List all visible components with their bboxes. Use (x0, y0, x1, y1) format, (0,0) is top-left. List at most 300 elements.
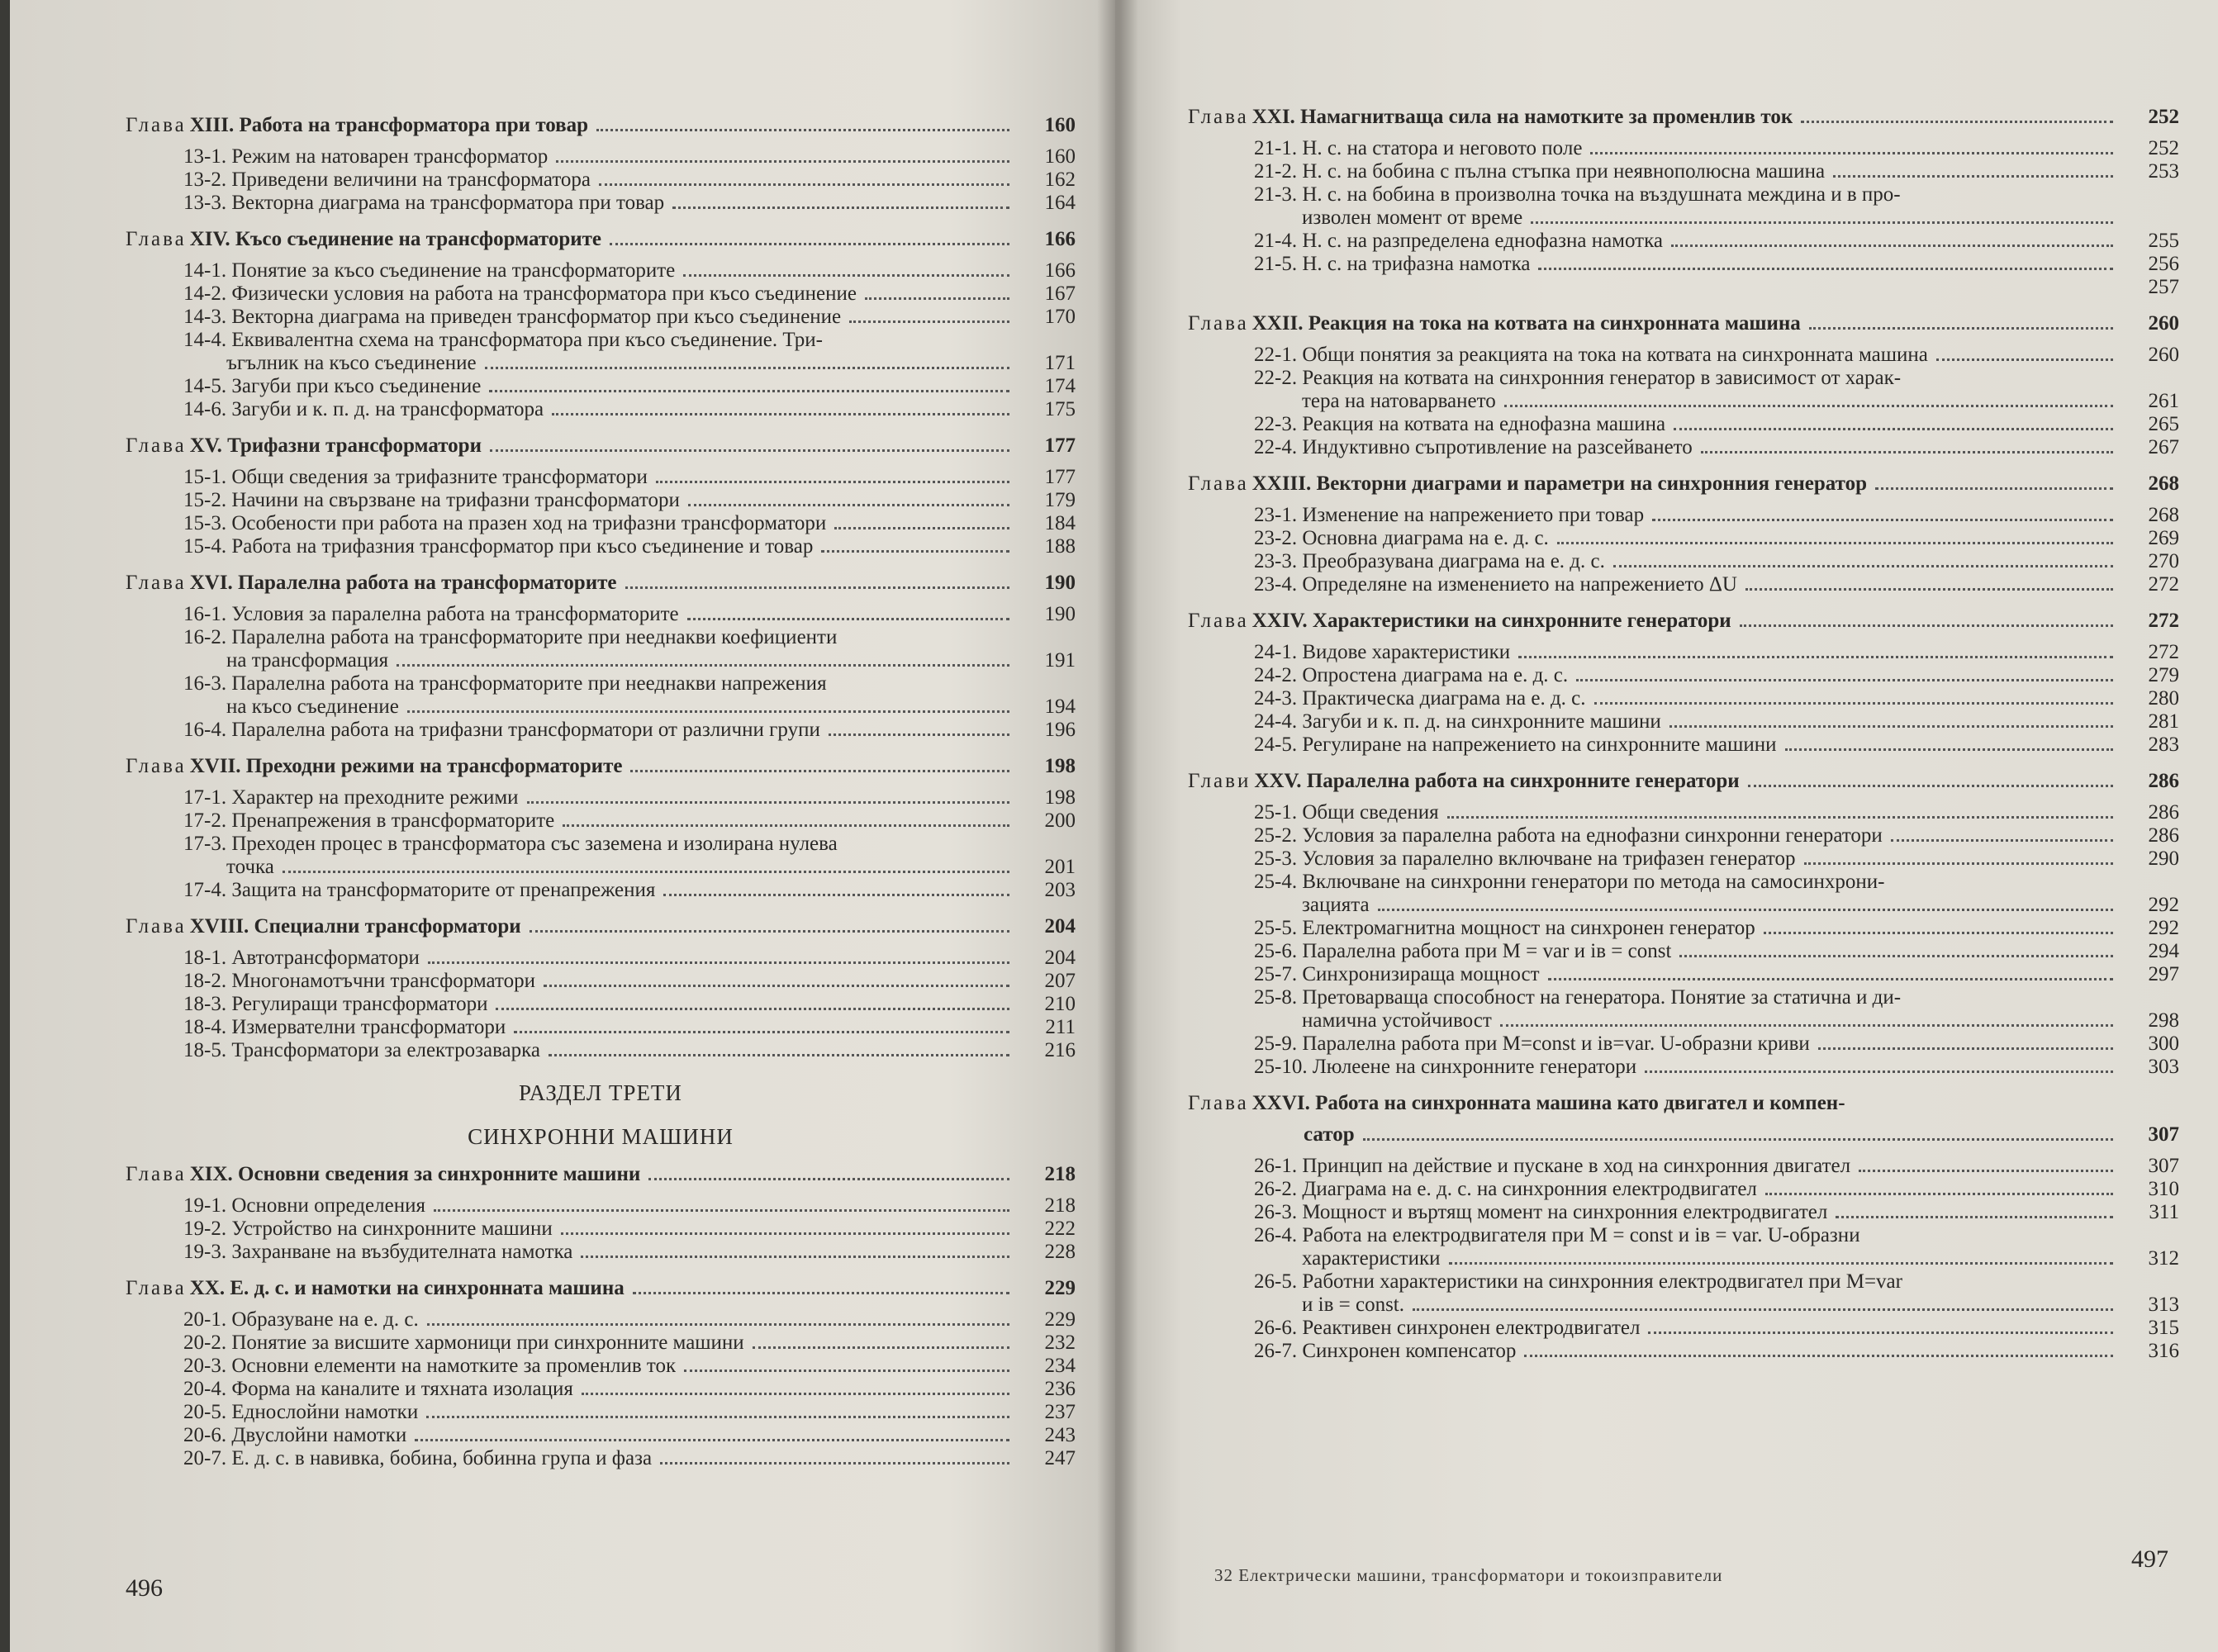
section-entry (126, 970, 1076, 993)
leader-dots (561, 1232, 1009, 1235)
section-entry (1188, 344, 2179, 367)
section-entry-page: 310 (2148, 1178, 2179, 1200)
section-entry (126, 809, 1076, 833)
section-entry-text: 20-4. Форма на каналите и тяхната изолация (183, 1378, 573, 1400)
section-entry (1188, 687, 2179, 710)
section-entry-text: 25-2. Условия за паралелна работа на еднофазни синхронни генератори (1254, 824, 1883, 847)
leader-dots (1936, 358, 2113, 361)
section-entry-text: 26-3. Мощност и въртящ момент на синхронния електродвигател (1254, 1201, 1828, 1223)
section-entry-text: 20-5. Еднослойни намотки (183, 1401, 419, 1423)
leader-dots (552, 413, 1009, 415)
section-entry-text: 25-8. Претоварваща способност на генератора. Понятие за статична и ди- (1254, 986, 1902, 1009)
section-entry (126, 947, 1076, 970)
section-entry (126, 282, 1076, 306)
chapter-heading (1188, 610, 2179, 633)
section-entry-cont-page: 261 (2148, 390, 2179, 412)
leader-dots (753, 1346, 1009, 1349)
leader-dots (625, 586, 1010, 589)
section-entry-text: 14-5. Загуби при късо съединение (183, 375, 482, 397)
leader-dots (1500, 1024, 2113, 1027)
chapter-heading-text: Глави XXV. Паралелна работа на синхронните генератори (1188, 770, 1740, 792)
chapter-label: Глава (126, 434, 187, 457)
leader-dots (1836, 1216, 2113, 1218)
section-entry-text: 21-1. Н. с. на статора и неговото поле (1254, 137, 1583, 159)
leader-dots (630, 770, 1009, 772)
section-entry-page: 204 (1044, 947, 1076, 969)
section-entry (1188, 183, 2179, 206)
page-number-right: 497 (2131, 1545, 2168, 1573)
chapter-label: Глави (1188, 770, 1251, 792)
leader-dots (1859, 1170, 2113, 1172)
chapter-heading-text: Глава XXII. Реакция на тока на котвата на синхронната машина (1188, 312, 1801, 335)
section-entry-cont (1188, 390, 2179, 413)
section-entry (1188, 986, 2179, 1009)
section-entry (1188, 573, 2179, 596)
section-entry-text: 24-4. Загуби и к. п. д. на синхронните машини (1254, 710, 1661, 733)
chapter-heading (126, 434, 1076, 458)
chapter-heading-text: Глава XXVI. Работа на синхронната машина като двигател и компен- (1188, 1092, 1845, 1114)
leader-dots (1764, 932, 2113, 934)
section-entry-cont (126, 649, 1076, 672)
section-entry-page: 294 (2148, 940, 2179, 962)
leader-dots (556, 160, 1009, 163)
leader-dots (427, 1323, 1009, 1326)
leader-dots (426, 1416, 1009, 1418)
section-entry (126, 1016, 1076, 1039)
section-entry (1188, 276, 2179, 299)
section-entry-text: 24-2. Опростена диаграма на е. д. с. (1254, 664, 1569, 686)
chapter-heading-page: 218 (1044, 1163, 1076, 1185)
leader-dots (663, 894, 1009, 896)
leader-dots (684, 1370, 1009, 1372)
section-entry-page: 218 (1044, 1194, 1076, 1217)
section-entry-page: 175 (1044, 398, 1076, 420)
section-entry-cont (1188, 206, 2179, 230)
toc-left (126, 101, 1076, 1470)
chapter-label: Глава (126, 915, 187, 938)
leader-dots (599, 183, 1009, 186)
section-entry-text: 24-5. Регулиране на напрежението на синхронните машини (1254, 733, 1777, 756)
section-entry-text: 25-7. Синхронизираща мощност (1254, 963, 1540, 985)
section-entry-cont-page: 292 (2148, 894, 2179, 916)
chapter-heading-text: Глава XVII. Преходни режими на трансформаторите (126, 755, 623, 777)
leader-dots (1594, 702, 2113, 705)
section-entry-text: 26-2. Диаграма на е. д. с. на синхронния електродвигател (1254, 1178, 1757, 1200)
section-entry (1188, 1155, 2179, 1178)
chapter-heading (126, 755, 1076, 778)
section-entry (126, 879, 1076, 902)
section-entry (1188, 801, 2179, 824)
section-entry-page: 179 (1044, 489, 1076, 511)
section-entry-text: 21-4. Н. с. на разпределена еднофазна намотка (1254, 230, 1663, 252)
leader-dots (549, 1054, 1009, 1056)
section-entry-text: 19-3. Захранване на възбудителната намотка (183, 1241, 573, 1263)
section-entry-cont (1188, 894, 2179, 917)
section-entry-text: 20-3. Основни елементи на намотките за променлив ток (183, 1355, 677, 1377)
section-entry (126, 1332, 1076, 1355)
chapter-heading-page: 204 (1044, 915, 1076, 938)
leader-dots (834, 527, 1009, 529)
chapter-heading (126, 1277, 1076, 1300)
section-entry-page: 253 (2148, 160, 2179, 183)
section-entry-cont-page: 171 (1044, 352, 1076, 374)
section-entry (1188, 527, 2179, 550)
leader-dots (527, 801, 1009, 804)
chapter-heading-text: Глава XVIII. Специални трансформатори (126, 915, 521, 938)
section-entry-page: 190 (1044, 603, 1076, 625)
leader-dots (544, 985, 1009, 987)
section-entry-page: 247 (1044, 1447, 1076, 1469)
chapter-heading-cont (1188, 1123, 2179, 1146)
section-entry-text: 13-2. Приведени величини на трансформатора (183, 169, 591, 191)
section-entry (126, 169, 1076, 192)
leader-dots (1801, 121, 2113, 123)
chapter-heading-page: 229 (1044, 1277, 1076, 1299)
chapter-heading-text: Глава XIX. Основни сведения за синхронните машини (126, 1163, 641, 1185)
leader-dots (428, 961, 1009, 964)
section-entry-text: 26-7. Синхронен компенсатор (1254, 1340, 1517, 1362)
leader-dots (1674, 428, 2113, 430)
leader-dots (1363, 1138, 2113, 1141)
section-entry (1188, 1032, 2179, 1056)
section-entry-text: 17-4. Защита на трансформаторите от пренапрежения (183, 879, 656, 901)
section-entry-cont (1188, 1009, 2179, 1032)
section-entry-text: 17-1. Характер на преходните режими (183, 786, 519, 809)
section-entry (1188, 504, 2179, 527)
leader-dots (610, 243, 1009, 245)
section-entry (126, 1355, 1076, 1378)
chapter-heading-text: Глава XXI. Намагнитваща сила на намотките за променлив ток (1188, 106, 1793, 128)
chapter-heading-page: 160 (1044, 114, 1076, 136)
section-entry-text: 24-3. Практическа диаграма на е. д. с. (1254, 687, 1586, 710)
section-entry-text: 24-1. Видове характеристики (1254, 641, 1511, 663)
leader-dots (1518, 656, 2113, 658)
section-entry (1188, 137, 2179, 160)
section-entry-text: 26-1. Принцип на действие и пускане в ход на синхронния двигател (1254, 1155, 1851, 1177)
section-entry-text: 14-2. Физически условия на работа на трансформатора при късо съединение (183, 282, 857, 305)
section-entry-text: 25-4. Включване на синхронни генератори по метода на самосинхрони- (1254, 871, 1885, 893)
section-entry (126, 1401, 1076, 1424)
leader-dots (283, 871, 1009, 873)
chapter-label: Глава (1188, 472, 1249, 495)
leader-dots (1671, 244, 2113, 247)
section-entry-page: 184 (1044, 512, 1076, 534)
leader-dots (1785, 748, 2113, 751)
section-entry-text: 18-1. Автотрансформатори (183, 947, 420, 969)
section-entry-page: 162 (1044, 169, 1076, 191)
section-entry-text: 14-3. Векторна диаграма на приведен трансформатор при късо съединение (183, 306, 842, 328)
section-entry-page: 234 (1044, 1355, 1076, 1377)
leader-dots (1548, 978, 2113, 980)
section-entry-page: 164 (1044, 192, 1076, 214)
section-entry-cont-text: на трансформация (226, 649, 389, 672)
chapter-label: Глава (1188, 610, 1249, 632)
section-entry-cont-text: точка (226, 856, 274, 878)
chapter-heading (1188, 770, 2179, 793)
chapter-label: Глава (126, 1163, 187, 1185)
section-entry-cont-text: на късо съединение (226, 695, 399, 718)
chapter-heading (1188, 1092, 2179, 1115)
section-entry-text: 23-1. Изменение на напрежението при товар (1254, 504, 1645, 526)
section-entry (1188, 1340, 2179, 1363)
leader-dots (849, 320, 1009, 323)
section-entry-page: 269 (2148, 527, 2179, 549)
section-entry-page: 196 (1044, 719, 1076, 741)
section-entry (126, 192, 1076, 215)
section-entry-page: 252 (2148, 137, 2179, 159)
section-entry-page: 286 (2148, 801, 2179, 824)
leader-dots (633, 1292, 1009, 1294)
leader-dots (1413, 1308, 2113, 1311)
section-entry (1188, 710, 2179, 733)
section-entry-text: 23-2. Основна диаграма на е. д. с. (1254, 527, 1549, 549)
section-entry (126, 626, 1076, 649)
chapter-label: Глава (126, 114, 187, 136)
section-entry-page: 257 (2148, 276, 2179, 298)
section-entry-text: 21-5. Н. с. на трифазна намотка (1254, 253, 1531, 275)
leader-dots (1524, 1355, 2113, 1357)
section-entry-cont-page: 194 (1044, 695, 1076, 718)
section-entry (1188, 367, 2179, 390)
section-entry (126, 329, 1076, 352)
leader-dots (1818, 1047, 2113, 1050)
section-entry-page: 222 (1044, 1218, 1076, 1240)
section-entry (126, 1194, 1076, 1218)
section-entry (1188, 1317, 2179, 1340)
section-entry (1188, 1270, 2179, 1294)
chapter-label: Глава (126, 1277, 187, 1299)
section-entry-cont-text: намична устойчивост (1302, 1009, 1492, 1032)
section-entry-cont-page: 298 (2148, 1009, 2179, 1032)
section-entry-text: 21-2. Н. с. на бобина с пълна стъпка при неявнополюсна машина (1254, 160, 1826, 183)
section-entry-text: 18-3. Регулиращи трансформатори (183, 993, 488, 1015)
chapter-heading (126, 915, 1076, 938)
toc-right (1188, 93, 2179, 1363)
section-entry (126, 259, 1076, 282)
leader-dots (407, 710, 1009, 713)
section-entry-cont-page: 191 (1044, 649, 1076, 672)
section-entry-text: 25-6. Паралелна работа при M = var и iв = const (1254, 940, 1672, 962)
chapter-heading (126, 114, 1076, 137)
section-entry-text: 20-6. Двуслойни намотки (183, 1424, 407, 1446)
leader-dots (687, 618, 1009, 620)
section-entry-page: 283 (2148, 733, 2179, 756)
section-entry-text: 22-2. Реакция на котвата на синхронния генератор в зависимост от харак- (1254, 367, 1902, 389)
section-entry-cont (1188, 1247, 2179, 1270)
section-entry-page: 203 (1044, 879, 1076, 901)
section-entry-text: 13-3. Векторна диаграма на трансформатора при товар (183, 192, 665, 214)
leader-dots (530, 930, 1009, 933)
leader-dots (688, 504, 1009, 506)
section-entry (1188, 641, 2179, 664)
leader-dots (490, 449, 1009, 452)
section-entry (1188, 1224, 2179, 1247)
chapter-heading-page: 268 (2148, 472, 2179, 495)
section-entry-text: 14-1. Понятие за късо съединение на трансформаторите (183, 259, 676, 282)
section-entry (126, 719, 1076, 742)
section-entry-page: 316 (2148, 1340, 2179, 1362)
section-entry-page: 216 (1044, 1039, 1076, 1061)
leader-dots (582, 1393, 1009, 1395)
section-entry-text: 22-4. Индуктивно съпротивление на разсейването (1254, 436, 1693, 458)
section-entry (1188, 963, 2179, 986)
section-entry-text: 22-1. Общи понятия за реакцията на тока на котвата на синхронната машина (1254, 344, 1928, 366)
section-entry-page: 188 (1044, 535, 1076, 558)
section-entry (1188, 253, 2179, 276)
chapter-heading (126, 1163, 1076, 1186)
leader-dots (1613, 565, 2113, 567)
section-entry-text: 20-1. Образуване на е. д. с. (183, 1308, 419, 1331)
section-entry (126, 306, 1076, 329)
section-entry-text: 25-1. Общи сведения (1254, 801, 1439, 824)
section-entry (126, 833, 1076, 856)
section-entry (1188, 824, 2179, 847)
chapter-list (1188, 106, 2179, 1363)
leader-dots (1449, 1262, 2113, 1265)
book-gutter (1097, 0, 1138, 1652)
section-entry-text: 25-9. Паралелна работа при M=const и iв=var. U-образни криви (1254, 1032, 1810, 1055)
section-entry-text: 15-3. Особености при работа на празен ход на трифазни трансформатори (183, 512, 827, 534)
section-entry (126, 375, 1076, 398)
chapter-heading-page: 198 (1044, 755, 1076, 777)
section-entry-cont-text: и iв = const. (1302, 1294, 1404, 1316)
chapter-label: Глава (126, 755, 187, 777)
chapter-heading-page: 272 (2148, 610, 2179, 632)
chapter-heading-text: Глава XIII. Работа на трансформатора при товар (126, 114, 589, 136)
section-entry-page: 167 (1044, 282, 1076, 305)
section-entry-text: 18-2. Многонамотъчни трансформатори (183, 970, 535, 992)
chapter-list-b (126, 1163, 1076, 1470)
chapter-heading-page: 286 (2148, 770, 2179, 792)
section-entry-text: 25-5. Електромагнитна мощност на синхронен генератор (1254, 917, 1755, 939)
section-entry (1188, 413, 2179, 436)
leader-dots (865, 297, 1009, 300)
footer-signature: 32 Електрически машини, трансформатори и токоизправители (1214, 1565, 1723, 1585)
chapter-heading-text: Глава XIV. Късо съединение на трансформаторите (126, 228, 602, 250)
leader-dots (672, 206, 1009, 209)
chapter-heading-cont-page: 307 (2148, 1123, 2179, 1146)
leader-dots (1740, 624, 2113, 627)
section-entry-page: 210 (1044, 993, 1076, 1015)
chapter-heading (1188, 472, 2179, 496)
section-entry-text: 26-5. Работни характеристики на синхронния електродвигател при M=var (1254, 1270, 1902, 1293)
leader-dots (1576, 679, 2113, 681)
section-entry (126, 1378, 1076, 1401)
section-entry-page: 281 (2148, 710, 2179, 733)
section-entry (126, 1039, 1076, 1062)
section-entry-text: 17-3. Преходен процес в трансформатора със заземена и изолирана нулева (183, 833, 838, 855)
chapter-heading (1188, 312, 2179, 335)
section-entry-page: 207 (1044, 970, 1076, 992)
section-entry-text: 14-6. Загуби и к. п. д. на трансформатора (183, 398, 544, 420)
section-entry (1188, 871, 2179, 894)
section-entry-text: 17-2. Пренапрежения в трансформаторите (183, 809, 555, 832)
section-entry (1188, 733, 2179, 757)
chapter-heading-text: Глава XV. Трифазни трансформатори (126, 434, 482, 457)
section-entry-cont (126, 352, 1076, 375)
section-entry (1188, 917, 2179, 940)
chapter-heading-text: Глава XXIV. Характеристики на синхронните генератори (1188, 610, 1731, 632)
section-entry-page: 200 (1044, 809, 1076, 832)
leader-dots (1765, 1193, 2113, 1195)
chapter-heading-text: Глава XXIII. Векторни диаграми и параметри на синхронния генератор (1188, 472, 1868, 495)
section-entry-text: 20-7. Е. д. с. в навивка, бобина, бобинна група и фаза (183, 1447, 653, 1469)
section-entry (1188, 1056, 2179, 1079)
leader-dots (489, 390, 1009, 392)
leader-dots (1648, 1332, 2113, 1334)
section-entry (126, 1218, 1076, 1241)
section-entry-page: 307 (2148, 1155, 2179, 1177)
section-entry (126, 145, 1076, 169)
section-entry-page: 292 (2148, 917, 2179, 939)
left-page (10, 0, 1115, 1652)
leader-dots (1652, 519, 2113, 521)
section-entry (126, 1447, 1076, 1470)
section-entry-page: 311 (2149, 1201, 2179, 1223)
leader-dots (683, 274, 1009, 277)
section-entry-text: 19-1. Основни определения (183, 1194, 425, 1217)
section-entry-text: 20-2. Понятие за висшите хармоници при синхронните машини (183, 1332, 744, 1354)
section-entry-cont-text: характеристики (1302, 1247, 1441, 1270)
section-entry (1188, 1178, 2179, 1201)
section-entry-cont-page: 313 (2148, 1294, 2179, 1316)
section-entry-page: 260 (2148, 344, 2179, 366)
leader-dots (1748, 785, 2113, 787)
section-entry-page: 303 (2148, 1056, 2179, 1078)
chapter-heading-text: Глава XVI. Паралелна работа на трансформаторите (126, 572, 617, 594)
leader-dots (648, 1178, 1009, 1180)
section-entry (126, 535, 1076, 558)
section-entry-page: 290 (2148, 847, 2179, 870)
section-entry-page: 236 (1044, 1378, 1076, 1400)
leader-dots (1669, 725, 2113, 728)
section-entry (1188, 847, 2179, 871)
leader-dots (485, 367, 1009, 369)
chapter-label: Глава (126, 572, 187, 594)
chapter-label: Глава (1188, 312, 1249, 335)
section-entry-text: 25-10. Люлеене на синхронните генератори (1254, 1056, 1637, 1078)
leader-dots (581, 1256, 1009, 1258)
section-entry-page: 229 (1044, 1308, 1076, 1331)
section-entry (126, 1424, 1076, 1447)
leader-dots (821, 550, 1009, 553)
section-entry-cont-text: зацията (1302, 894, 1370, 916)
leader-dots (434, 1209, 1009, 1212)
section-entry-text: 18-5. Трансформатори за електрозаварка (183, 1039, 541, 1061)
section-entry-page: 228 (1044, 1241, 1076, 1263)
section-entry-text: 23-3. Преобразувана диаграма на е. д. с. (1254, 550, 1605, 572)
section-entry (126, 1308, 1076, 1332)
leader-dots (1679, 955, 2113, 957)
section-entry-text: 19-2. Устройство на синхронните машини (183, 1218, 553, 1240)
chapter-heading-text: Глава XX. Е. д. с. и намотки на синхронната машина (126, 1277, 625, 1299)
section-entry-cont-text: ъгълник на късо съединение (226, 352, 477, 374)
section-entry (126, 786, 1076, 809)
section-entry-text: 25-3. Условия за паралелно включване на трифазен генератор (1254, 847, 1796, 870)
part-heading: РАЗДЕЛ ТРЕТИ (519, 1080, 682, 1105)
section-entry-page: 268 (2148, 504, 2179, 526)
page-number-left: 496 (126, 1574, 163, 1602)
section-entry-text: 14-4. Еквивалентна схема на трансформатора при късо съединение. Три- (183, 329, 823, 351)
section-entry-page: 232 (1044, 1332, 1076, 1354)
section-entry-page: 174 (1044, 375, 1076, 397)
section-entry-text: 23-4. Определяне на изменението на напрежението ΔU (1254, 573, 1737, 596)
section-entry-page: 211 (1045, 1016, 1076, 1038)
section-entry-text: 16-4. Паралелна работа на трифазни трансформатори от различни групи (183, 719, 820, 741)
leader-dots (596, 129, 1009, 131)
section-entry-page: 166 (1044, 259, 1076, 282)
section-entry (126, 512, 1076, 535)
